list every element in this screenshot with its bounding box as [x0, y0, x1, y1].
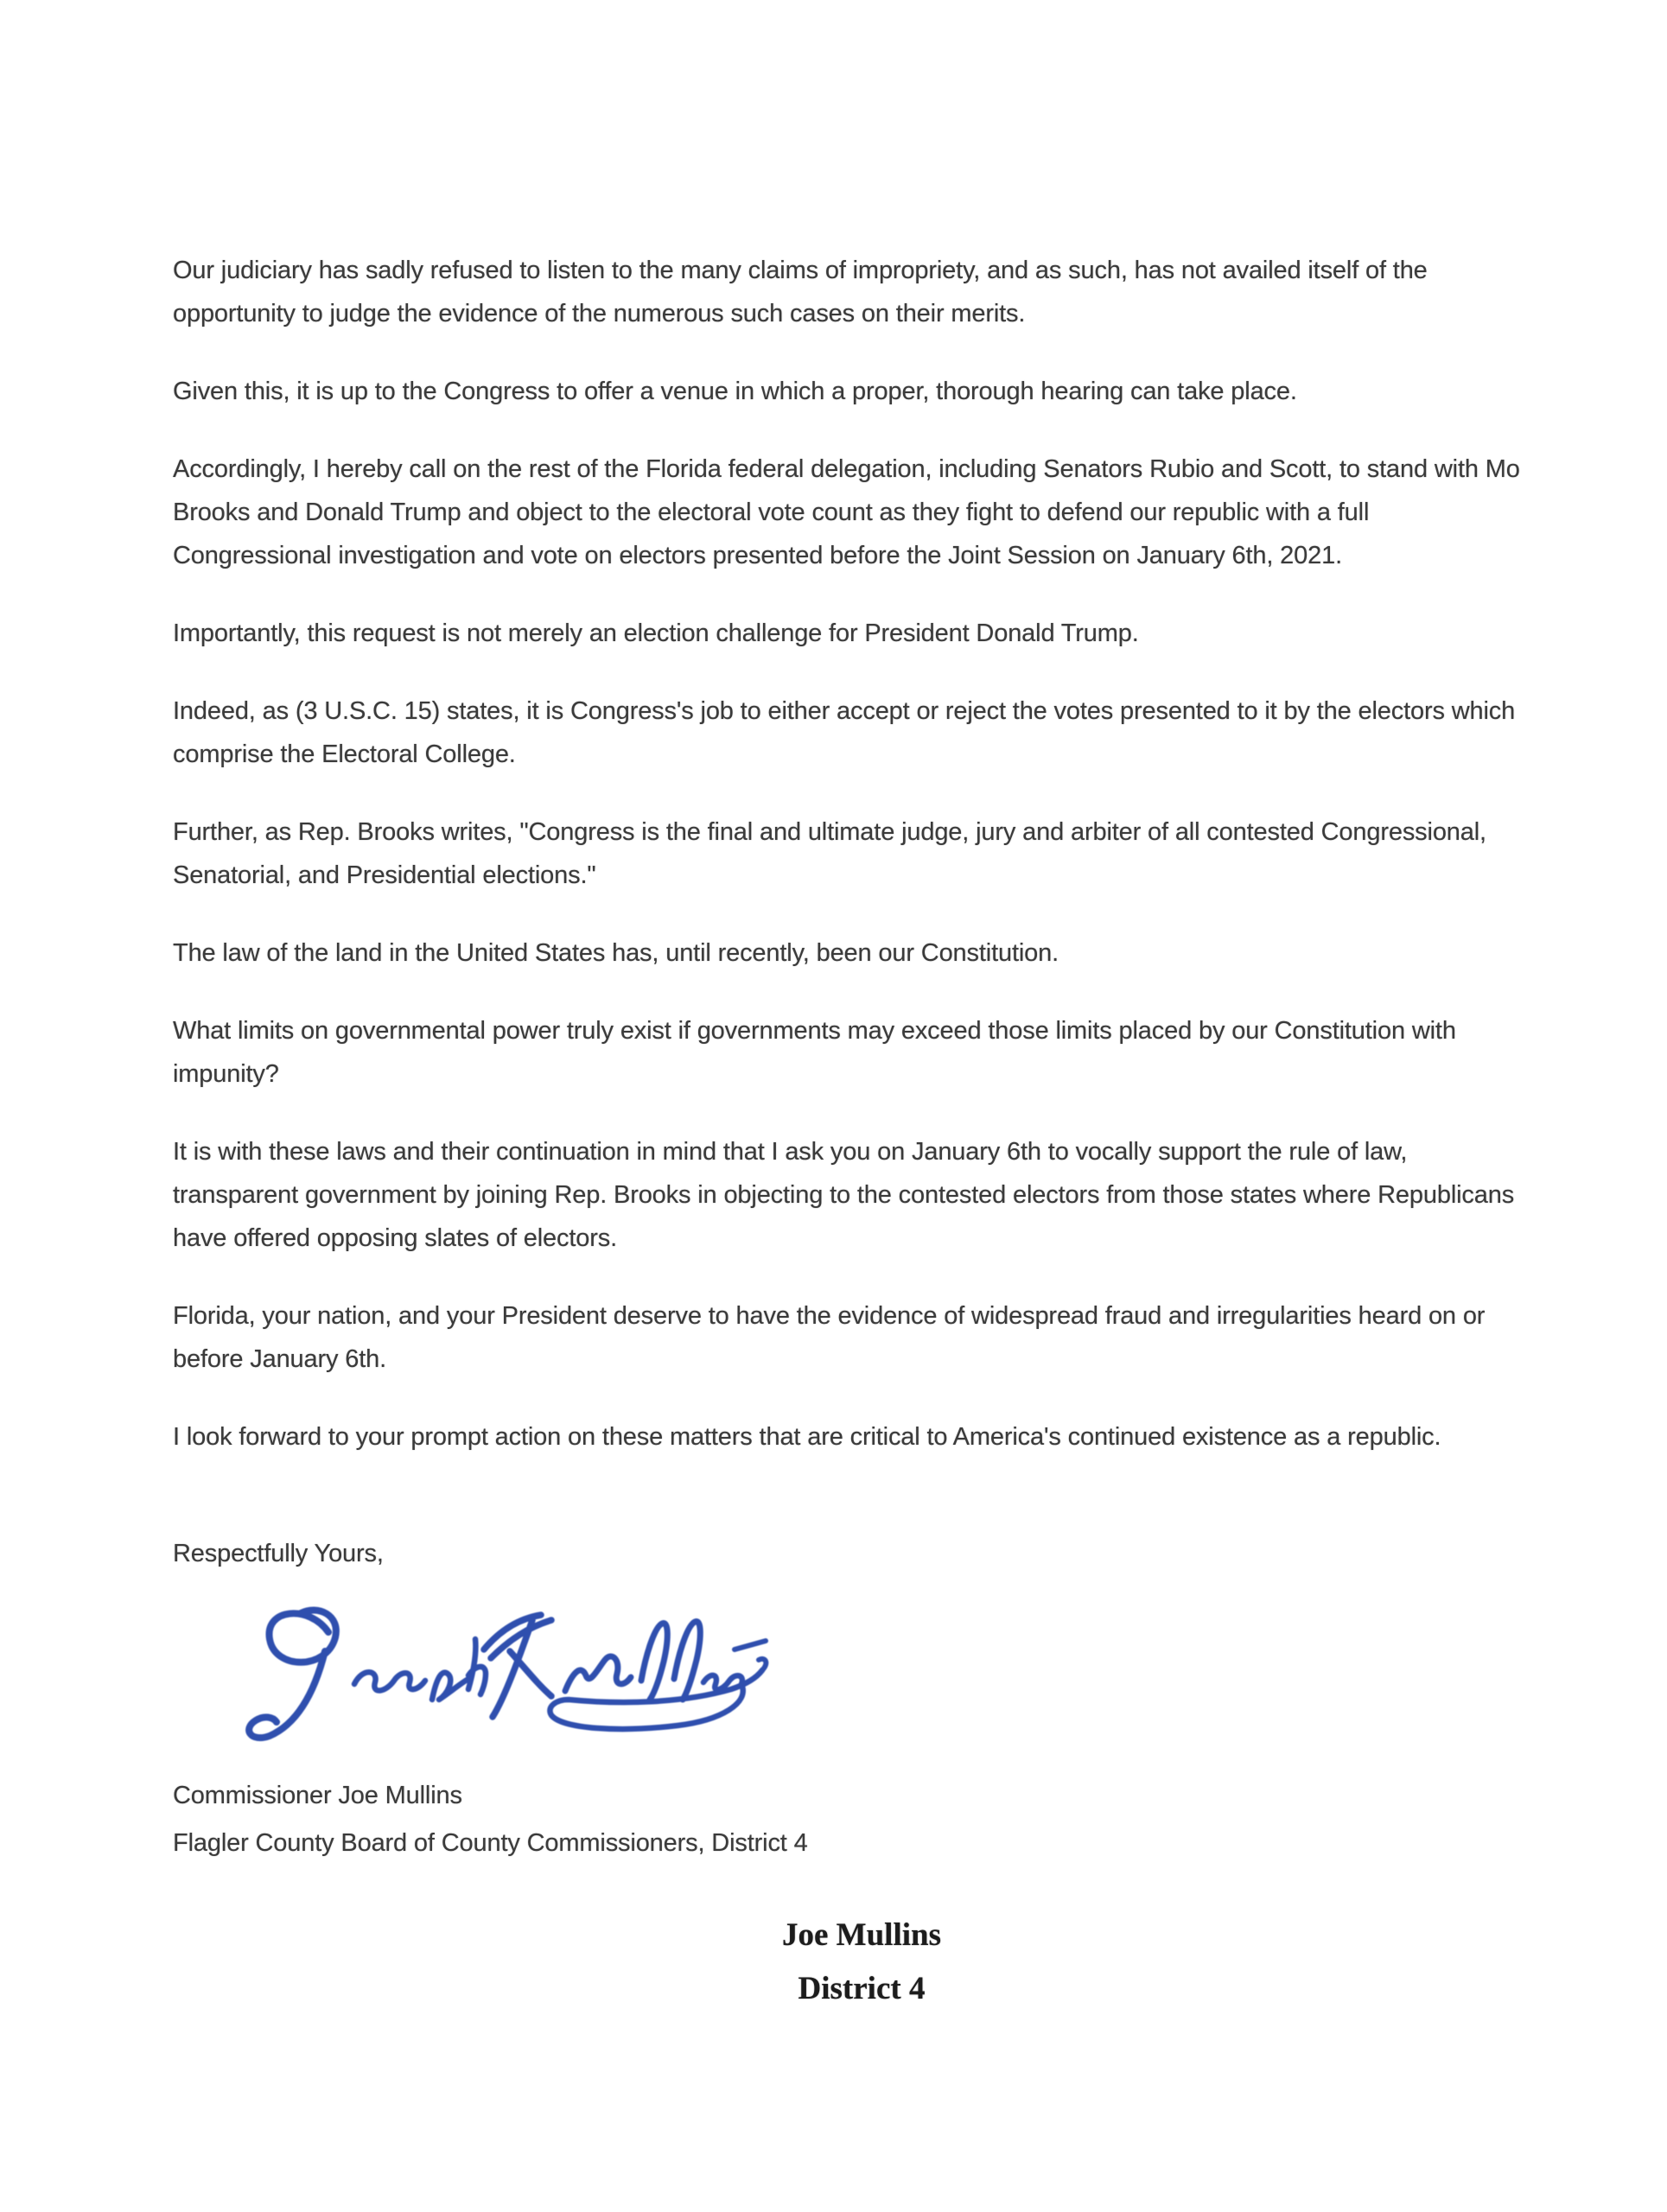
signature-stroke [354, 1639, 486, 1700]
letter-paragraph: Further, as Rep. Brooks writes, "Congress is the final and ultimate judge, jury and arbiter of all contested Congressional, Senatorial, and Presidential elections." [173, 818, 1486, 889]
letter-paragraph: It is with these laws and their continuation in mind that I ask you on January 6th to vocally support the rule of law, transparent government by joining Rep. Brooks in objecting to the contested electors from those states where Republicans have offered opposing slates of electors. [173, 1138, 1515, 1252]
letter-paragraph: Importantly, this request is not merely an election challenge for President Donald Trump. [173, 620, 1139, 647]
letter-paragraph: Our judiciary has sadly refused to listen to the many claims of impropriety, and as such, has not availed itself of the opportunity to judge the evidence of the numerous such cases on their merits. [173, 257, 1428, 327]
letter-paragraph: What limits on governmental power truly exist if governments may exceed those limits placed by our Constitution with impunity? [173, 1017, 1456, 1088]
signer-block [173, 1772, 1521, 1867]
letter-paragraph: I look forward to your prompt action on these matters that are critical to America's continued existence as a republic. [173, 1423, 1441, 1451]
footer-name: Joe Mullins [782, 1917, 941, 1953]
letter-paragraph: Given this, it is up to the Congress to offer a venue in which a proper, thorough hearing can take place. [173, 378, 1297, 405]
signature-stroke [565, 1656, 631, 1691]
signature-stroke [735, 1641, 766, 1670]
signature-stroke [484, 1615, 551, 1717]
letter-paragraph: Indeed, as (3 U.S.C. 15) states, it is Congress's job to either accept or reject the votes presented to it by the electors which comprise the Electoral College. [173, 697, 1516, 768]
signer-name: Commissioner Joe Mullins [173, 1782, 462, 1809]
closing-salutation: Respectfully Yours, [173, 1540, 384, 1567]
signature-stroke [641, 1622, 700, 1700]
signer-title: Flagler County Board of County Commissioners, District 4 [173, 1829, 808, 1857]
signature-image [216, 1594, 786, 1767]
letter-paragraph: The law of the land in the United States has, until recently, been our Constitution. [173, 939, 1059, 967]
letter-paragraph: Florida, your nation, and your President deserve to have the evidence of widespread fraud and irregularities heard on or before January 6th. [173, 1302, 1486, 1373]
footer-name-block [173, 1909, 1521, 2016]
letter-body [173, 249, 1521, 2016]
footer-district: District 4 [798, 1971, 926, 2006]
letter-paragraph: Accordingly, I hereby call on the rest of the Florida federal delegation, including Senators Rubio and Scott, to stand with Mo Brooks and Donald Trump and object to the electoral vote count as they fight to defend our republic with a full Congressional investigation and vote on electors presented before the Joint Session on January 6th, 2021. [173, 455, 1520, 569]
signature-stroke [249, 1651, 325, 1738]
